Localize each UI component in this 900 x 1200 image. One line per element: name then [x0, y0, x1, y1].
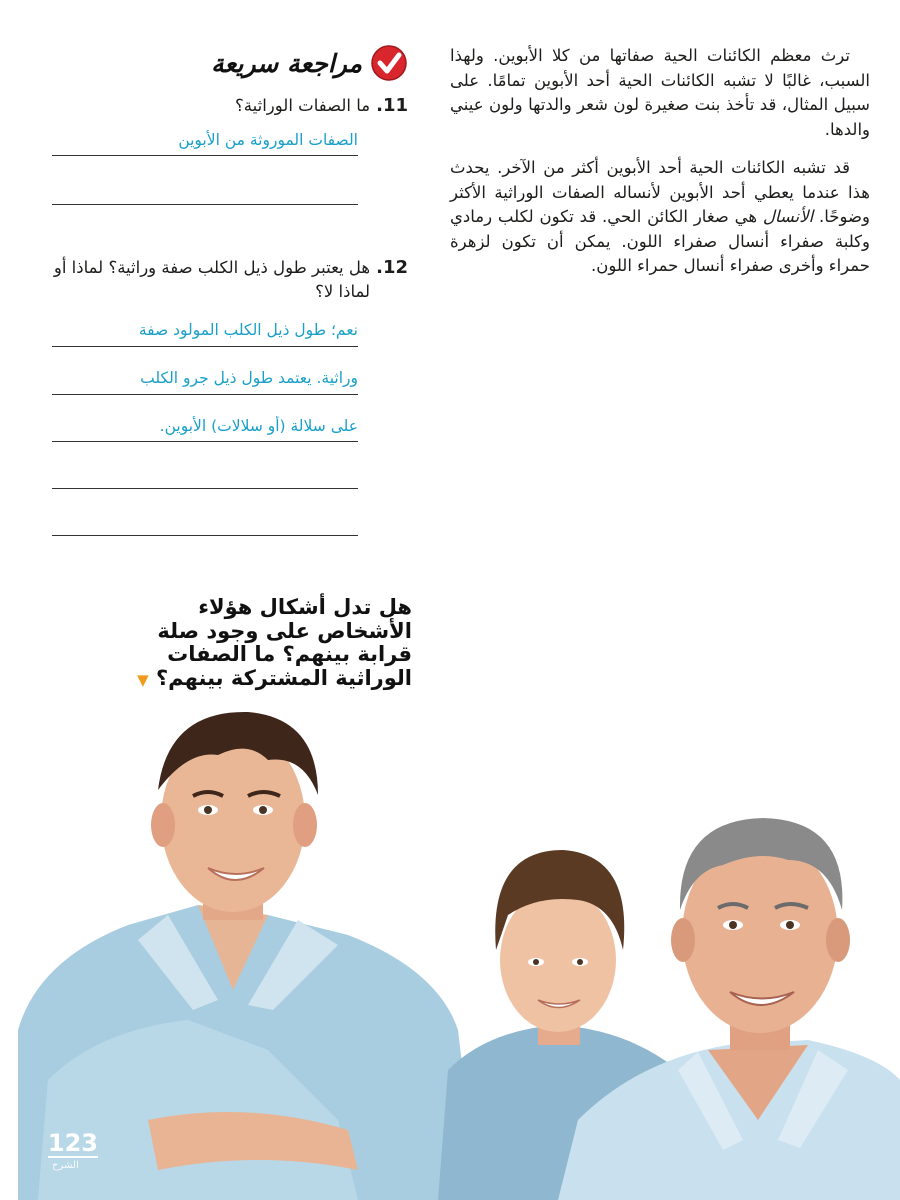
family-photo	[18, 700, 900, 1200]
term-offspring: الأنسال	[762, 207, 814, 226]
triangle-marker-icon: ▼	[137, 670, 149, 689]
answer-line	[52, 394, 358, 395]
photo-question: هل تدل أشكال هؤلاء الأشخاص على وجود صلة قرابة بينهم؟ ما الصفات الوراثية المشتركة بينهم؟ ▼	[137, 595, 412, 690]
page-section-label: الشرح	[52, 1160, 79, 1171]
question-11	[235, 94, 408, 118]
body-text	[450, 44, 870, 293]
answer-line	[52, 346, 358, 347]
answer-line-text[interactable]: الصفات الموروثة من الأبوين	[178, 131, 358, 149]
question-text: ما الصفات الوراثية؟	[235, 96, 371, 115]
question-12	[52, 256, 408, 304]
page-number	[47, 1129, 98, 1171]
question-text: هل يعتبر طول ذيل الكلب صفة وراثية؟ لماذا أو لماذا لا؟	[53, 258, 371, 301]
review-header	[52, 44, 408, 82]
check-icon	[370, 44, 408, 82]
answer-line-text[interactable]: وراثية. يعتمد طول ذيل جرو الكلب	[140, 369, 358, 387]
paragraph-offspring: قد تشبه الكائنات الحية أحد الأبوين أكثر من الآخر. يحدث هذا عندما يعطي أحد الأبوين لأنساله الصفات الوراثية الأكثر وضوحًا. الأنسال هي صغار الكائن الحي. قد تكون لكلب رمادي وكلبة صفراء أنسال صفراء اللون. يمكن أن تكون لزهرة حمراء وأخرى صفراء أنسال حمراء اللون.	[450, 158, 870, 275]
answer-line-text[interactable]: نعم؛ طول ذيل الكلب المولود صفة	[138, 321, 358, 339]
answer-line	[52, 155, 358, 156]
answer-line	[52, 204, 358, 205]
question-number: 11.	[376, 95, 408, 116]
paragraph-inheritance: ترث معظم الكائنات الحية صفاتها من كلا الأبوين. ولهذا السبب، غالبًا لا تشبه الكائنات الحية أحد الأبوين تمامًا. على سبيل المثال، قد تأخذ بنت صغيرة لون شعر والدتها ولون عيني والدها.	[450, 46, 870, 139]
answer-line	[52, 488, 358, 489]
answer-line	[52, 535, 358, 536]
question-number: 12.	[376, 257, 408, 278]
answer-line-text[interactable]: على سلالة (أو سلالات) الأبوين.	[159, 417, 358, 435]
page-number-value: 123	[47, 1129, 98, 1157]
answer-line	[52, 441, 358, 442]
quick-review	[52, 44, 408, 435]
review-title: مراجعة سريعة	[211, 48, 362, 78]
